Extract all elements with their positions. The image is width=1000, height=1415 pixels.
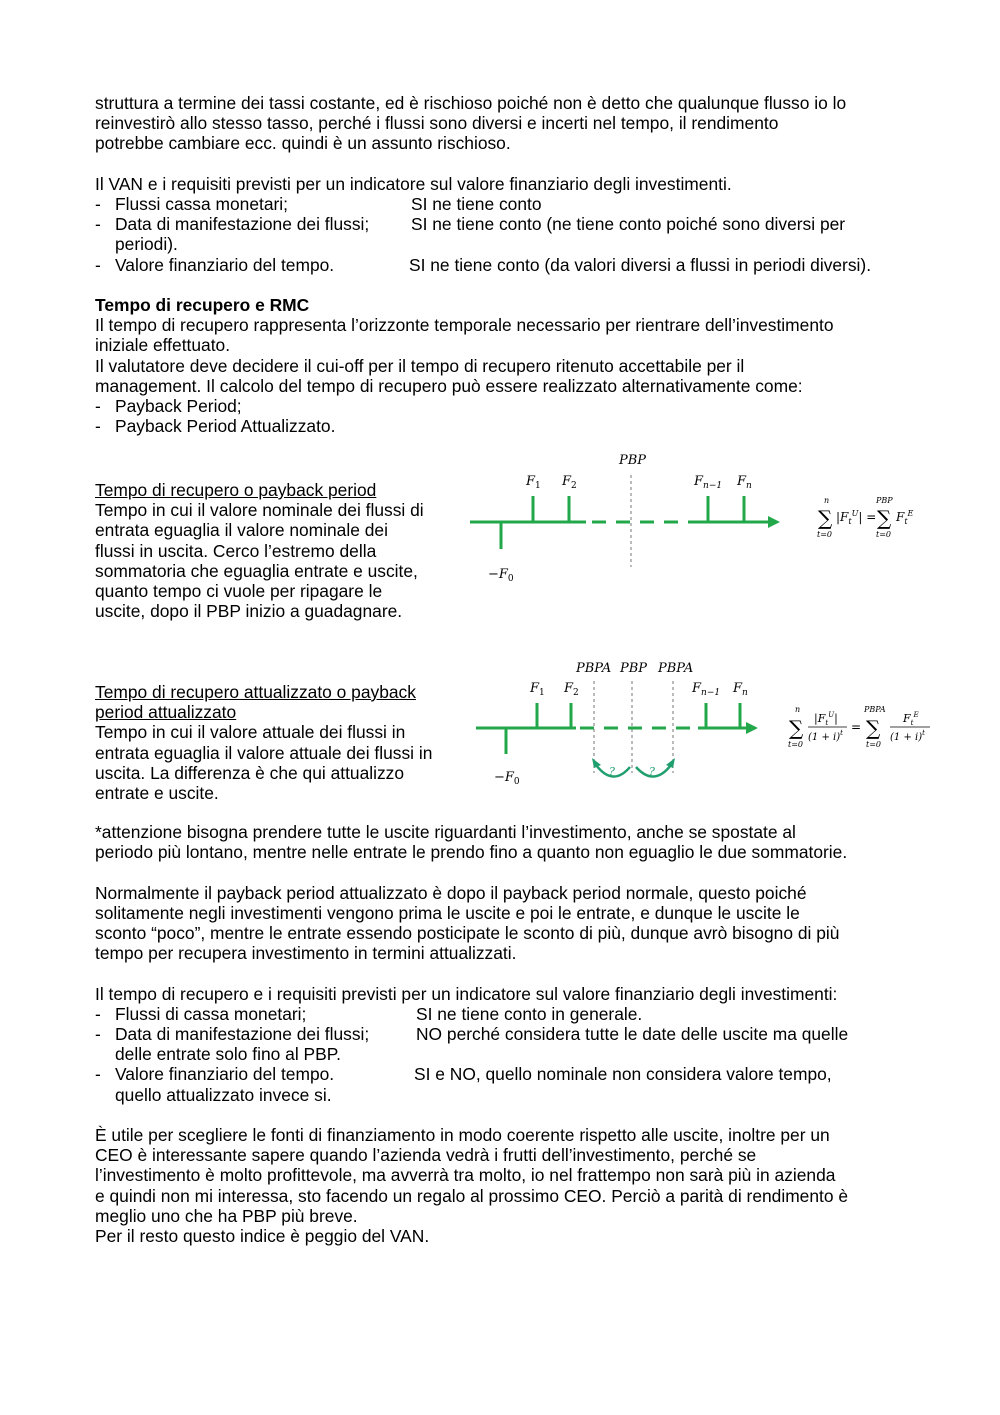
final-line: e quindi non mi interessa, sto facendo un regalo al prossimo CEO. Perciò a parità di rendimento è (95, 1185, 849, 1206)
pbp-text (95, 480, 465, 621)
final-line: meglio uno che ha PBP più breve. (95, 1205, 358, 1226)
bullet-dash: - (95, 214, 101, 235)
note-line: periodo più lontano, mentre nelle entrate le prendo fino a quanto non eguaglio le due sommatorie. (95, 842, 848, 863)
normal-line: solitamente negli investimenti vengono prima le uscite e poi le entrate, e dunque le uscite le (95, 902, 800, 923)
svg-text:|FtU| =: $|F_t^U|$ = (836, 509, 877, 526)
svg-text:(1 + i)t: $(1 + i)^t$ (808, 729, 843, 743)
flow-f2-label: $F_2$ (562, 474, 577, 491)
van-item-value: SI ne tiene conto (da valori diversi a flussi in periodi diversi). (409, 254, 872, 275)
van-heading: Il VAN e i requisiti previsti per un indicatore sul valore finanziario degli investimenti. (95, 173, 732, 194)
final-line: l’investimento è molto profittevole, ma avverrà tra molto, io nel frattempo non sarà più in azienda (95, 1165, 836, 1186)
pbp-formula (817, 496, 914, 539)
bullet-dash: - (95, 1003, 101, 1024)
pbpa-formula (788, 705, 930, 749)
rmc-item-label: Payback Period; (115, 396, 242, 417)
tr-item-label: Data di manifestazione dei flussi; (115, 1024, 370, 1044)
flow-fn1-label: $F_{n-1}$ (694, 474, 723, 491)
van-item (95, 214, 925, 234)
van-item-label: Data di manifestazione dei flussi; (115, 214, 370, 235)
section-title: Tempo di recupero e RMC (95, 295, 310, 315)
shift-arrowhead-right (666, 758, 675, 768)
note-line: *attenzione bisogna prendere tutte le uscite riguardanti l’investimento, anche se spostate al (95, 822, 796, 842)
bullet-dash: - (95, 416, 101, 437)
pbpa-line: entrate e uscite. (95, 783, 219, 804)
flow-f1-label: $F_1$ (530, 681, 545, 698)
tr-item-continuation: quello attualizzato invece si. (115, 1084, 332, 1105)
svg-text:t=0: t=0 (788, 740, 804, 749)
svg-text:∑: ∑ (818, 506, 833, 530)
timeline-arrowhead (746, 722, 758, 734)
pbpa-text (95, 682, 475, 803)
svg-text:|FtU|: $|F_t^U|$ (814, 711, 838, 727)
rmc-line: Il tempo di recupero rappresenta l’orizzonte temporale necessario per rientrare dell’investimento (95, 315, 834, 336)
pbp-line: sommatoria che eguaglia entrate e uscite, (95, 560, 418, 581)
pbpa-line: uscita. La differenza è che qui attualizzo (95, 762, 405, 783)
intro-line: struttura a termine dei tassi costante, ed è rischioso poiché non è detto che qualunque flusso io lo (95, 93, 847, 113)
bullet-dash: - (95, 1024, 101, 1044)
svg-text:n: n (824, 496, 830, 505)
svg-text:∑: ∑ (866, 716, 881, 740)
rmc-item (95, 396, 925, 416)
rmc-line: iniziale effettuato. (95, 335, 231, 356)
pbpa-right-marker-label: PBPA (658, 661, 694, 676)
flow-f1-label: $F_1$ (526, 474, 541, 491)
final-line: Per il resto questo indice è peggio del VAN. (95, 1226, 430, 1247)
flow-fn-label: $F_n$ (733, 681, 748, 698)
normal-line: tempo per recupera investimento in termini attualizzati. (95, 943, 517, 964)
pbpa-title: Tempo di recupero attualizzato o payback (95, 682, 416, 702)
van-item-value: SI ne tiene conto (411, 194, 542, 214)
pbp-line: Tempo in cui il valore nominale dei flussi di (95, 500, 424, 521)
bullet-dash: - (95, 396, 101, 417)
flow-fn1-label: $F_{n-1}$ (692, 681, 721, 698)
van-item-value: SI ne tiene conto (ne tiene conto poiché sono diversi per (411, 214, 846, 235)
svg-text:=: = (851, 720, 862, 734)
tr-item (95, 1004, 925, 1024)
pbpa-line: Tempo in cui il valore attuale dei flussi in (95, 722, 406, 743)
rmc-item (95, 416, 925, 436)
bullet-dash: - (95, 1064, 101, 1085)
tr-item-value: SI ne tiene conto in generale. (416, 1003, 643, 1024)
pbp-line: entrata eguaglia il valore nominale dei (95, 520, 388, 541)
van-item-label: Valore finanziario del tempo. (115, 254, 335, 275)
pbp-line: uscite, dopo il PBP inizio a guadagnare. (95, 601, 403, 622)
pbpa-cashflow-diagram (470, 655, 940, 795)
flow-f0-label: $-F_0$ (494, 770, 520, 787)
bullet-dash: - (95, 194, 101, 214)
shift-arrowhead-left (592, 758, 601, 768)
van-item (95, 255, 925, 275)
tr-item-continuation: delle entrate solo fino al PBP. (115, 1044, 341, 1065)
svg-text:FtE: $F_t^E$ (903, 711, 919, 727)
tr-item (95, 1064, 925, 1084)
pbp-title: Tempo di recupero o payback period (95, 480, 377, 500)
van-item-continuation: periodi). (115, 234, 178, 255)
document-body (95, 93, 925, 436)
pbp-cashflow-diagram (460, 445, 930, 595)
tr-item-label: Flussi di cassa monetari; (115, 1003, 307, 1024)
van-item (95, 194, 925, 214)
svg-text:t=0: t=0 (866, 740, 882, 749)
rmc-line: Il valutatore deve decidere il cui-off per il tempo di recupero ritenuto accettabile per il (95, 355, 745, 376)
svg-text:n: n (795, 705, 801, 714)
rmc-line: management. Il calcolo del tempo di recupero può essere realizzato alternativamente come: (95, 375, 803, 396)
normal-line: Normalmente il payback period attualizzato è dopo il payback period normale, questo poiché (95, 882, 807, 903)
pbp-line: flussi in uscita. Cerco l’estremo della (95, 540, 377, 561)
pbpa-title: period attualizzato (95, 702, 237, 723)
svg-text:t=0: t=0 (876, 530, 892, 539)
question-mark-left: ? (609, 765, 615, 778)
svg-text:PBP: PBP (876, 496, 893, 505)
svg-text:∑: ∑ (877, 506, 892, 530)
intro-line: potrebbe cambiare ecc. quindi è un assunto rischioso. (95, 133, 511, 154)
final-line: È utile per scegliere le fonti di finanziamento in modo coerente rispetto alle uscite, inoltre per un (95, 1125, 830, 1145)
tr-item-value: NO perché considera tutte le date delle uscite ma quelle (416, 1024, 849, 1044)
tr-heading: Il tempo di recupero e i requisiti previsti per un indicatore sul valore finanziario degli investimenti: (95, 983, 838, 1004)
pbp-line: quanto tempo ci vuole per ripagare le (95, 581, 383, 602)
bottom-text (95, 822, 925, 1246)
flow-f2-label: $F_2$ (564, 681, 579, 698)
pbp-marker-label: PBP (619, 453, 647, 468)
tr-item-value: SI e NO, quello nominale non considera valore tempo, (414, 1064, 832, 1085)
tr-item-label: Valore finanziario del tempo. (115, 1064, 335, 1085)
svg-text:(1 + i)t: $(1 + i)^t$ (890, 729, 925, 743)
svg-text:FtE: $F_t^E$ (896, 509, 914, 526)
normal-line: sconto “poco”, mentre le entrate essendo posticipate le sconto di più, dunque avrò bisogno di più (95, 923, 840, 943)
flow-fn-label: $F_n$ (737, 474, 752, 491)
pbpa-line: entrata eguaglia il valore attuale dei flussi in (95, 742, 433, 763)
bullet-dash: - (95, 254, 101, 275)
svg-text:PBPA: PBPA (864, 705, 886, 714)
timeline-arrowhead (768, 516, 780, 528)
flow-f0-label: $-F_0$ (488, 567, 514, 584)
svg-text:∑: ∑ (789, 716, 804, 740)
pbp-mid-marker-label: PBP (620, 661, 648, 676)
tr-item (95, 1024, 925, 1044)
svg-text:t=0: t=0 (817, 530, 833, 539)
intro-line: reinvestirò allo stesso tasso, perché i flussi sono diversi e incerti nel tempo, il rendimento (95, 113, 779, 134)
final-line: CEO è interessante sapere quando l’azienda vedrà i frutti dell’investimento, perché se (95, 1145, 757, 1166)
rmc-item-label: Payback Period Attualizzato. (115, 416, 336, 437)
pbpa-left-marker-label: PBPA (576, 661, 612, 676)
van-item-label: Flussi cassa monetari; (115, 194, 288, 214)
question-mark-right: ? (649, 765, 655, 778)
